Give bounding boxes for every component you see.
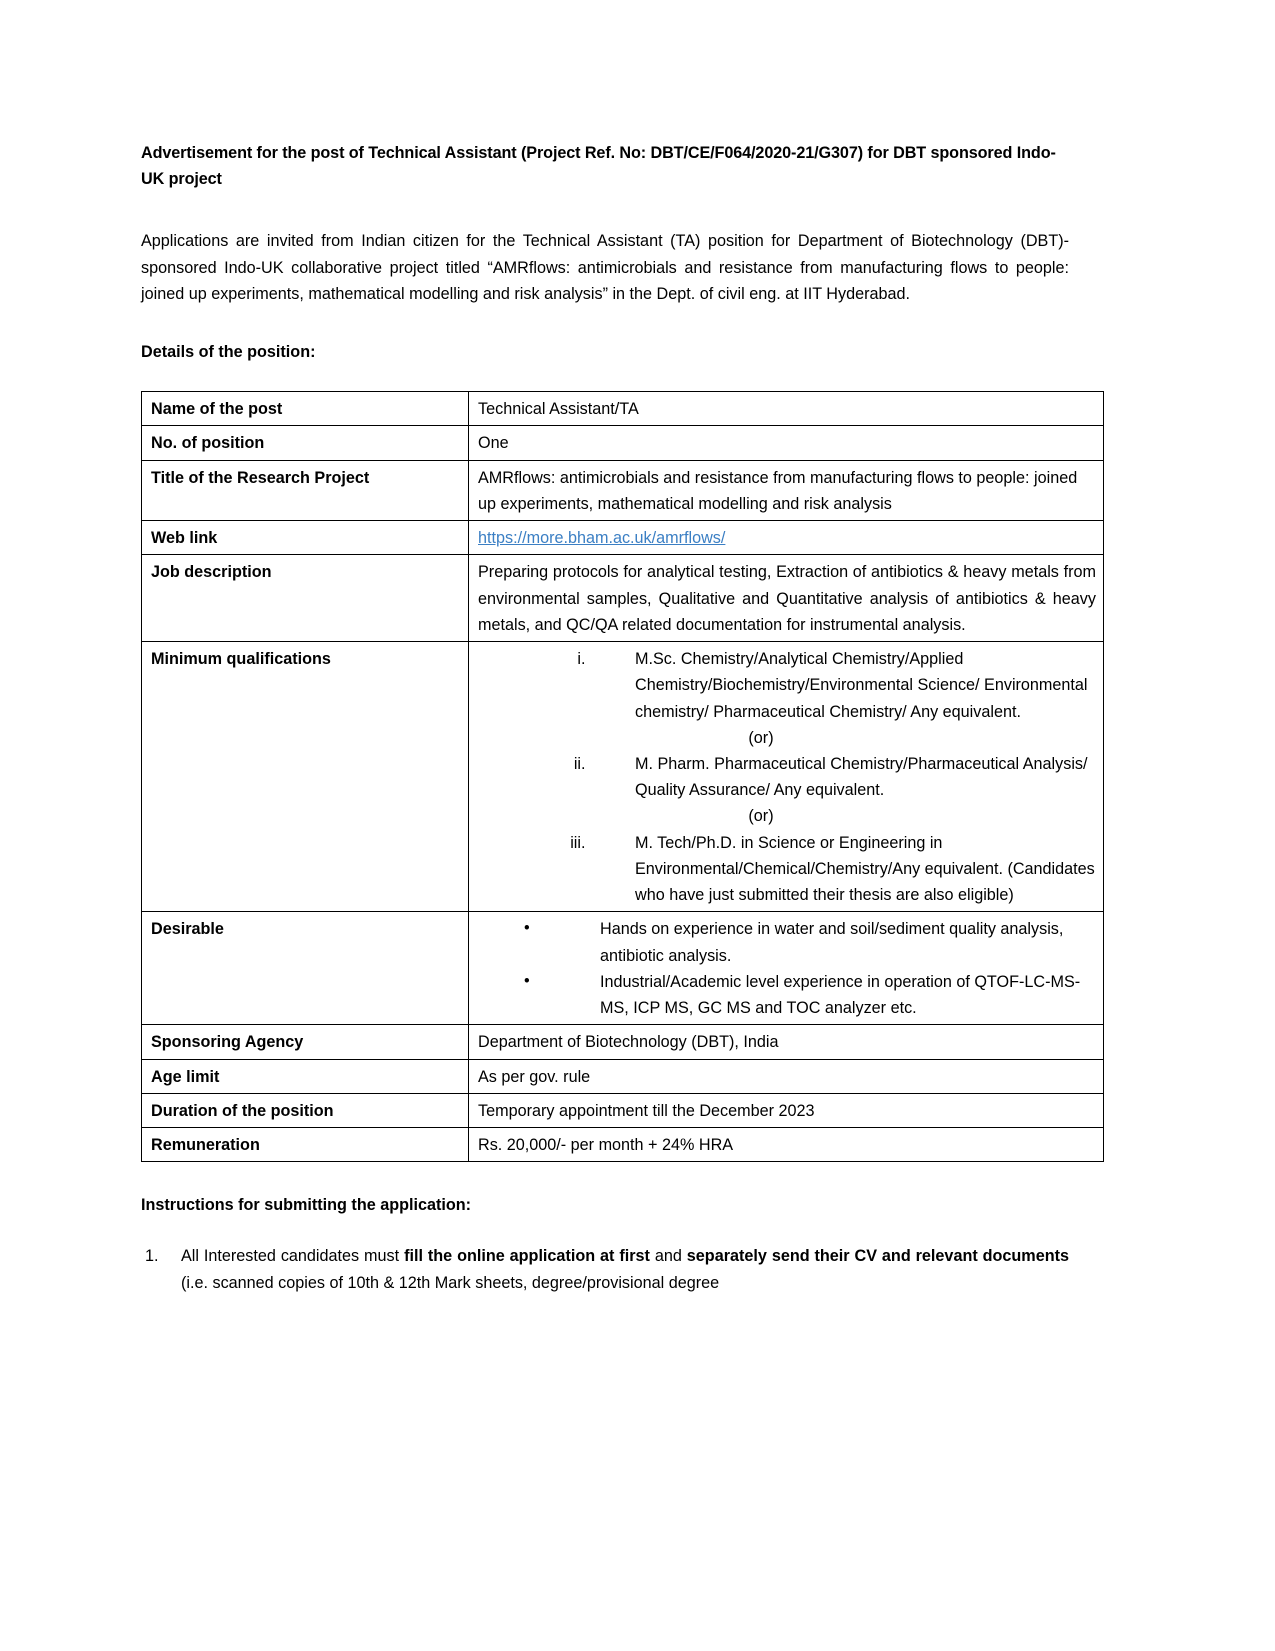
table-row <box>142 460 1104 520</box>
details-heading: Details of the position: <box>141 343 316 362</box>
intro-paragraph: Applications are invited from Indian citizen for the Technical Assistant (TA) position for Department of Biotechnology (DBT)-sponsored Indo-UK collaborative project titled “AMRflows: antimicrobials and resistance from manufacturing flows to people: joined up experiments, mathematical modelling and risk analysis” in the Dept. of civil eng. at IIT Hyderabad. <box>141 232 1069 303</box>
desirable-bullet-2: • Industrial/Academic level experience in operation of QTOF-LC-MS-MS, ICP MS, GC MS and TOC analyzer etc. <box>524 969 1096 1021</box>
desirable-list <box>478 916 1096 1021</box>
row-value-name-of-the-post: Technical Assistant/TA <box>469 392 1104 426</box>
row-value-minimum-qualifications <box>469 642 1104 912</box>
row-value-desirable <box>469 912 1104 1025</box>
row-label-age-limit: Age limit <box>142 1059 469 1093</box>
table-row <box>142 642 1104 912</box>
row-label-title-of-the-research-project: Title of the Research Project <box>142 460 469 520</box>
qualifications-list <box>478 830 1096 909</box>
table-row <box>142 1128 1104 1162</box>
row-label-minimum-qualifications: Minimum qualifications <box>142 642 469 912</box>
table-row <box>142 1093 1104 1127</box>
table-row <box>142 521 1104 555</box>
instruction-1-part-1: All Interested candidates must <box>181 1247 405 1266</box>
desirable-bullet-1: • Hands on experience in water and soil/sediment quality analysis, antibiotic analysis. <box>524 916 1096 968</box>
qualification-item-ii: ii. M. Pharm. Pharmaceutical Chemistry/Pharmaceutical Analysis/ Quality Assurance/ Any equivalent. <box>590 751 1096 803</box>
qualification-item-iii: iii. M. Tech/Ph.D. in Science or Engineering in Environmental/Chemical/Chemistry/Any equivalent. (Candidates who have just submitted their thesis are also eligible) <box>590 830 1096 909</box>
instruction-1-part-3: (i.e. scanned copies of 10th & 12th Mark sheets, degree/provisional degree <box>181 1273 720 1292</box>
row-value-duration-of-the-position: Temporary appointment till the December 2023 <box>469 1093 1104 1127</box>
instruction-1-bold-1: fill the online application at first <box>404 1247 650 1266</box>
row-label-sponsoring-agency: Sponsoring Agency <box>142 1025 469 1059</box>
table-row <box>142 426 1104 460</box>
row-value-web-link <box>469 521 1104 555</box>
instruction-item-1 <box>141 1243 1069 1295</box>
row-value-age-limit: As per gov. rule <box>469 1059 1104 1093</box>
instruction-1-part-2: and <box>649 1247 687 1266</box>
advertisement-title-line2: DBT sponsored Indo-UK project <box>141 144 1056 189</box>
row-label-job-description: Job description <box>142 555 469 642</box>
row-label-desirable: Desirable <box>142 912 469 1025</box>
table-row <box>142 1025 1104 1059</box>
row-label-duration-of-the-position: Duration of the position <box>142 1093 469 1127</box>
row-value-no-of-position: One <box>469 426 1104 460</box>
qualifications-list <box>478 646 1096 725</box>
instructions-list <box>141 1243 1069 1295</box>
table-row <box>142 392 1104 426</box>
row-value-job-description: Preparing protocols for analytical testing, Extraction of antibiotics & heavy metals from environmental samples, Qualitative and Quantitative analysis of antibiotics & heavy metals, and QC/QA related documentation for instrumental analysis. <box>469 555 1104 642</box>
row-value-remuneration: Rs. 20,000/- per month + 24% HRA <box>469 1128 1104 1162</box>
qualifications-or-separator-1: (or) <box>748 728 774 747</box>
row-label-remuneration: Remuneration <box>142 1128 469 1162</box>
table-row <box>142 1059 1104 1093</box>
row-value-title-of-the-research-project: AMRflows: antimicrobials and resistance from manufacturing flows to people: joined up experiments, mathematical modelling and risk analysis <box>469 460 1104 520</box>
row-label-web-link: Web link <box>142 521 469 555</box>
qualification-item-i: i. M.Sc. Chemistry/Analytical Chemistry/Applied Chemistry/Biochemistry/Environmental Science/ Environmental chemistry/ Pharmaceutical Chemistry/ Any equivalent. <box>590 646 1096 725</box>
table-row <box>142 555 1104 642</box>
advertisement-title <box>141 140 1066 192</box>
table-row <box>142 912 1104 1025</box>
instructions-heading: Instructions for submitting the application: <box>141 1196 472 1215</box>
advertisement-title-line1: Advertisement for the post of Technical Assistant (Project Ref. No: DBT/CE/F064/2020-21/G307) for <box>141 144 889 162</box>
page-bottom-margin <box>0 1476 1275 1651</box>
row-label-no-of-position: No. of position <box>142 426 469 460</box>
qualifications-list <box>478 751 1096 803</box>
qualifications-or-separator-2: (or) <box>748 807 774 826</box>
web-link-anchor[interactable]: https://more.bham.ac.uk/amrflows/ <box>478 529 726 548</box>
row-value-sponsoring-agency: Department of Biotechnology (DBT), India <box>469 1025 1104 1059</box>
position-details-table <box>141 391 1104 1162</box>
row-label-name-of-the-post: Name of the post <box>142 392 469 426</box>
instruction-1-bold-2: separately send their CV and relevant documents <box>686 1247 1069 1266</box>
